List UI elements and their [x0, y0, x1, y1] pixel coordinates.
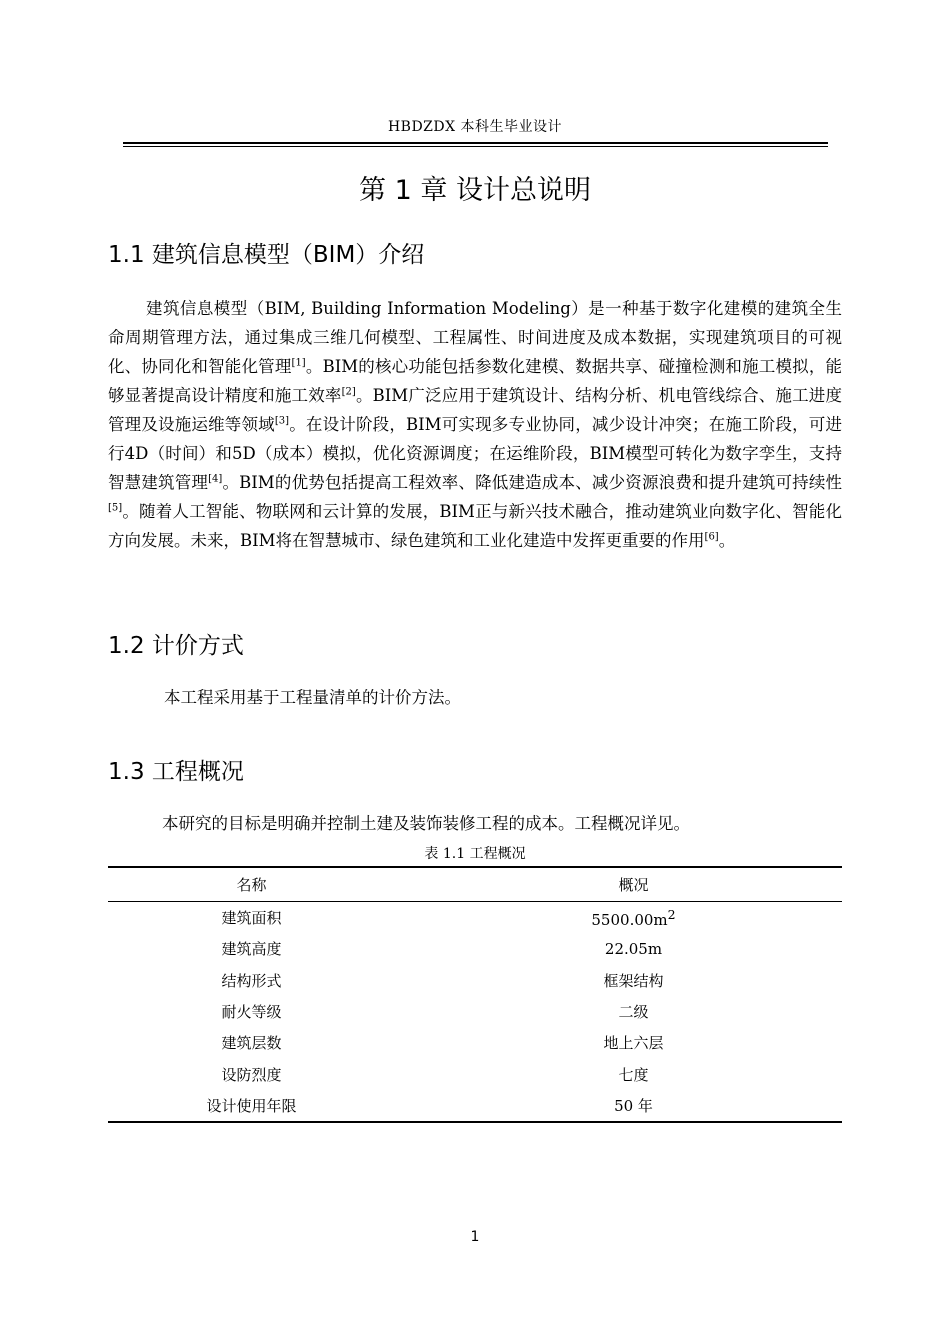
- section-heading-1-2: 1.2 计价方式: [108, 633, 244, 659]
- column-header-name: 名称: [108, 867, 475, 902]
- table-row: [108, 965, 842, 996]
- column-header-overview: 概况: [475, 867, 842, 902]
- row-name: 建筑层数: [221, 1034, 282, 1053]
- row-value: 50 年: [475, 1090, 842, 1122]
- page-number: 1: [470, 1229, 480, 1245]
- row-value: 地上六层: [603, 1034, 664, 1053]
- row-name: 耐火等级: [221, 1003, 282, 1022]
- section-heading-1-1: 1.1 建筑信息模型（BIM）介绍: [108, 242, 425, 268]
- overview-paragraph: 本研究的目标是明确并控制土建及装饰装修工程的成本。工程概况详见。: [162, 814, 690, 833]
- citation-ref: [4]: [208, 473, 223, 485]
- pricing-method-paragraph: 本工程采用基于工程量清单的计价方法。: [164, 688, 461, 707]
- bim-intro-paragraph: [108, 294, 842, 555]
- text-run: 。在设计阶段，BIM可实现多专业协同，减少设计冲突；在施工阶段，可进行4D（时间）和5D（成本）模拟，优化资源调度；在运维阶段，BIM模型可转化为数字孪生，支持智慧建筑管理: [108, 415, 842, 492]
- row-name: 建筑面积: [221, 909, 282, 928]
- row-value: 七度: [618, 1065, 649, 1084]
- row-name: 设计使用年限: [108, 1090, 475, 1122]
- table-row: [108, 1090, 842, 1122]
- table-row: [108, 1058, 842, 1089]
- table-row: [108, 933, 842, 964]
- text-run: 。BIM的核心功能包括参数化建模、数据共享、碰撞检测和施工模拟，能够显著提高设计精度和施工效率: [108, 357, 842, 405]
- table-row: [108, 1027, 842, 1058]
- text-run: 。随着人工智能、物联网和云计算的发展，BIM正与新兴技术融合，推动建筑业向数字化、智能化方向发展。未来，BIM将在智慧城市、绿色建筑和工业化建造中发挥更重要的作用: [108, 502, 842, 550]
- row-name: 设防烈度: [221, 1065, 282, 1084]
- row-name: 结构形式: [221, 971, 282, 990]
- table-header-row: [108, 867, 842, 902]
- table-caption: 表 1.1 工程概况: [424, 846, 526, 862]
- header-double-rule: [123, 142, 828, 147]
- text-run: 。BIM广泛应用于建筑设计、结构分析、机电管线综合、施工进度管理及设施运维等领域: [108, 386, 842, 434]
- table-row: [108, 996, 842, 1027]
- value-text: 5500.00m: [591, 910, 668, 929]
- row-name: 建筑高度: [221, 940, 282, 959]
- row-value: [475, 902, 842, 934]
- citation-ref: [3]: [274, 415, 290, 427]
- running-header: HBDZDX 本科生毕业设计: [387, 119, 563, 135]
- row-value: 框架结构: [603, 971, 664, 990]
- chapter-title: 第 1 章 设计总说明: [359, 175, 591, 206]
- unit-superscript: 2: [667, 906, 676, 922]
- section-heading-1-3: 1.3 工程概况: [108, 759, 244, 785]
- citation-ref: [6]: [704, 531, 719, 543]
- row-value: 22.05m: [604, 939, 663, 958]
- project-overview-table: [108, 866, 842, 1123]
- table-row: [108, 902, 842, 934]
- row-value: 二级: [618, 1003, 649, 1022]
- citation-ref: [2]: [341, 386, 356, 398]
- text-run: 。BIM的优势包括提高工程效率、降低建造成本、减少资源浪费和提升建筑可持续性: [222, 473, 843, 492]
- text-run: 建筑信息模型（BIM, Building Information Modeling）是一种基于数字化建模的建筑全生命周期管理方法，通过集成三维几何模型、工程属性、时间进度及成本数据，实现建筑项目的可视化、协同化和智能化管理: [108, 299, 842, 376]
- citation-ref: [5]: [108, 502, 123, 514]
- text-run: 。: [718, 531, 736, 550]
- citation-ref: [1]: [291, 357, 306, 369]
